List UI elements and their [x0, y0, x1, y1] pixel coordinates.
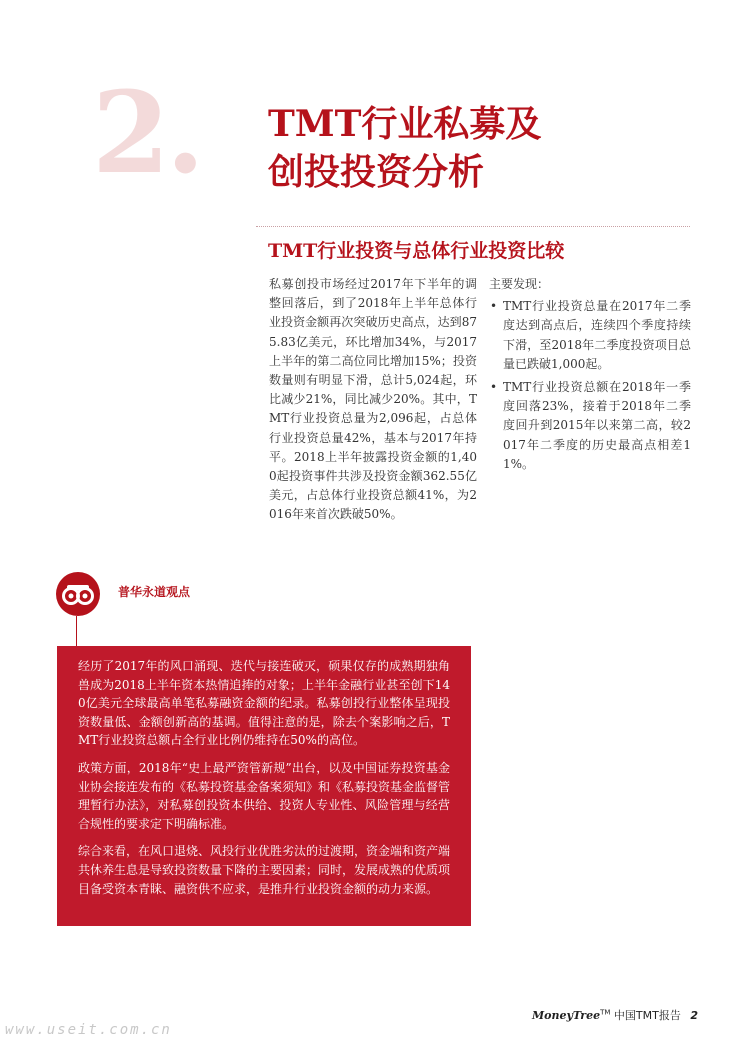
- section-title-line1: TMT行业私募及: [268, 103, 542, 145]
- bullet-icon: •: [490, 299, 498, 314]
- subsection-divider: [256, 226, 690, 227]
- body-paragraph: 私募创投市场经过2017年下半年的调整回落后，到了2018年上半年总体行业投资金额再次突破历史高点，达到875.83亿美元，环比增加34%，与2017上半年的第二高位同比增加15%；投资数量则有明显下滑，总计5,024起，环比减少21%，同比减少20%。其中，TMT行业投资总量为2,096起，占总体行业投资总量42%，基本与2017年持平。2018上半年披露投资金额的1,400起投资事件共涉及投资金额362.55亿美元，占总体行业投资总额41%，为2016年来首次跌破50%。: [269, 277, 477, 522]
- page-footer: [532, 1007, 698, 1023]
- viewpoint-paragraph: 综合来看，在风口退烧、风投行业优胜劣汰的过渡期，资金端和资产端共休养生息是导致投资数量下降的主要因素；同时，发展成熟的优质项目备受资本青睐、融资供不应求，是推升行业投资金额的动力来源。: [78, 844, 451, 896]
- section-title-line2: 创投投资分析: [268, 151, 485, 193]
- finding-text: TMT行业投资总额在2018年一季度回落23%，接着于2018年二季度回升到2015年以来第二高，较2017年二季度的历史最高点相差11%。: [503, 380, 691, 471]
- viewpoint-box: [57, 646, 471, 926]
- watermark: www.useit.com.cn: [5, 1022, 172, 1038]
- footer-brand: MoneyTree: [531, 1009, 601, 1022]
- viewpoint-label: 普华永道观点: [118, 585, 191, 599]
- viewpoint-paragraph: 经历了2017年的风口涌现、迭代与接连破灭，硕果仅存的成熟期独角兽成为2018上半年资本热情追捧的对象；上半年金融行业甚至创下140亿美元全球最高单笔私募融资金额的纪录。私募创投行业整体呈现投资数量低、金额创新高的基调。值得注意的是，除去个案影响之后，TMT行业投资总额占全行业比例仍维持在50%的高位。: [78, 659, 450, 748]
- key-findings: [489, 275, 691, 478]
- bullet-icon: •: [490, 380, 498, 395]
- viewpoint-connector-line: [76, 616, 77, 646]
- key-findings-list: [489, 297, 691, 474]
- binoculars-icon: [56, 572, 100, 616]
- page-number: 2: [690, 1009, 698, 1022]
- subsection-heading: TMT行业投资与总体行业投资比较: [268, 240, 565, 262]
- footer-report-title: 中国TMT报告: [613, 1009, 681, 1022]
- section-title: [268, 100, 541, 196]
- viewpoint-paragraph: 政策方面，2018年“史上最严资管新规”出台，以及中国证券投资基金业协会接连发布的《私募投资基金备案须知》和《私募投资基金监督管理暂行办法》，对私募创投资本供给、投资人专业性、风险管理与经营合规性的要求定下明确标准。: [78, 760, 451, 831]
- list-item: [489, 297, 691, 374]
- section-number: 2.: [92, 68, 201, 199]
- list-item: [489, 378, 691, 474]
- finding-text: TMT行业投资总量在2017年二季度达到高点后，连续四个季度持续下滑，至2018年二季度投资项目总量已跌破1,000起。: [503, 299, 691, 371]
- key-findings-title: 主要发现：: [489, 277, 550, 291]
- footer-trademark: TM: [600, 1008, 611, 1017]
